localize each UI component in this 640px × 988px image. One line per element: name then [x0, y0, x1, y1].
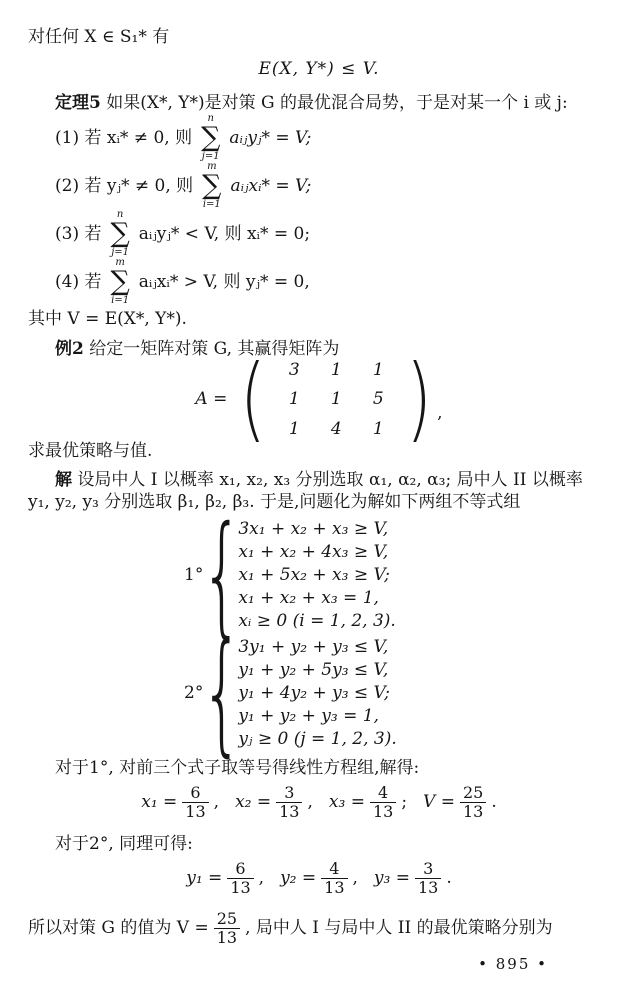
- theorem-item-2: [28, 162, 610, 210]
- y-solution-line: [28, 855, 610, 901]
- x1-result: [141, 784, 219, 821]
- system-row: x₁ + x₂ + 4x₃ ≥ V,: [238, 541, 389, 562]
- sum-lower-bound: j=1: [111, 247, 130, 259]
- theorem-item-3-post: aᵢⱼyⱼ* < V, 则 xᵢ* = 0;: [138, 224, 311, 245]
- fraction: [214, 910, 240, 947]
- matrix-cell: 1: [330, 389, 342, 410]
- separator: ,: [352, 868, 358, 889]
- conclusion-line: [28, 905, 610, 951]
- system-row: y₁ + y₂ + y₃ = 1,: [238, 706, 379, 727]
- inequality-system-1: 1° { 3x₁ + x₂ + x₃ ≥ V, x₁ + x₂ + 4x₃ ≥ V, x₁ + 5x₂ + x₃ ≥ V; x₁ + x₂ + x₃ = 1, xᵢ ≥ 0 (i = 1, 2, 3).: [184, 497, 396, 652]
- matrix-cell: 3: [288, 360, 300, 381]
- system-1-label: 1°: [184, 564, 204, 585]
- system-1-rows: [238, 519, 396, 631]
- x-solution-line: [28, 779, 610, 825]
- theorem-item-4: [28, 258, 610, 306]
- v-result: [423, 784, 497, 821]
- payoff-matrix-block: A = ( 3 1 1 1 1 5 1 4 1 ) ,: [195, 345, 443, 453]
- fraction-denominator: 13: [182, 802, 208, 821]
- fraction-denominator: 13: [415, 878, 441, 897]
- system-row: xᵢ ≥ 0 (i = 1, 2, 3).: [238, 610, 396, 631]
- fraction: [370, 784, 396, 821]
- separator: ,: [213, 792, 220, 813]
- separator: ;: [401, 792, 408, 813]
- fraction-numerator: 6: [235, 859, 246, 878]
- fraction-denominator: 13: [214, 928, 240, 947]
- sum-upper-bound: n: [116, 209, 124, 221]
- inequality-system-2: 2° { 3y₁ + y₂ + y₃ ≤ V, y₁ + y₂ + 5y₃ ≤ V, y₁ + 4y₂ + y₃ ≤ V; y₁ + y₂ + y₃ = 1, yⱼ ≥ 0 (j = 1, 2, 3).: [184, 616, 397, 771]
- fraction-denominator: 13: [276, 802, 302, 821]
- theorem-item-1-pre: (1) 若 xᵢ* ≠ 0, 则: [55, 128, 193, 149]
- conclusion-pre: 所以对策 G 的值为 V =: [28, 918, 209, 939]
- theorem-label: 定理5: [55, 93, 101, 114]
- forall-line: 对任何 X ∈ S₁* 有: [28, 27, 170, 47]
- summation-symbol: [202, 162, 221, 210]
- for-system-1-line: 对于1°, 对前三个式子取等号得线性方程组,解得:: [55, 758, 420, 779]
- fraction: [227, 860, 253, 897]
- conclusion-post: , 局中人 I 与局中人 II 的最优策略分别为: [245, 918, 553, 939]
- sum-lower-bound: j=1: [201, 151, 220, 163]
- sigma-glyph: ∑: [202, 170, 222, 202]
- theorem-item-4-post: aᵢⱼxᵢ* > V, 则 yⱼ* = 0,: [138, 272, 310, 293]
- theorem-statement-line: [28, 92, 610, 114]
- solution-setup-line-2: y₁, y₂, y₃ 分别选取 β₁, β₂, β₃. 于是,问题化为解如下两组不等式组: [28, 491, 521, 512]
- sigma-glyph: ∑: [110, 218, 130, 250]
- x3-result: [329, 784, 407, 821]
- system-row: x₁ + x₂ + x₃ = 1,: [238, 587, 379, 608]
- page-number: • 895 •: [478, 955, 548, 974]
- example-statement: 给定一矩阵对策 G, 其赢得矩阵为: [89, 339, 340, 360]
- system-row: 3y₁ + y₂ + y₃ ≤ V,: [238, 636, 389, 657]
- theorem-item-3-pre: (3) 若: [55, 224, 102, 245]
- matrix-lhs: A =: [195, 389, 228, 410]
- system-row: yⱼ ≥ 0 (j = 1, 2, 3).: [238, 729, 397, 750]
- result-lhs: x₃ =: [328, 792, 365, 813]
- theorem-item-2-pre: (2) 若 yⱼ* ≠ 0, 则: [55, 176, 194, 197]
- ask-line: 求最优策略与值.: [28, 441, 153, 462]
- fraction: [415, 860, 441, 897]
- theorem-item-3: [28, 210, 610, 258]
- separator: ,: [258, 868, 265, 889]
- matrix-cell: 1: [372, 418, 384, 439]
- theorem-item-2-post: aᵢⱼxᵢ* = V;: [230, 176, 312, 197]
- result-lhs: y₁ =: [186, 868, 223, 889]
- sum-lower-bound: i=1: [111, 295, 130, 307]
- separator: .: [446, 868, 452, 889]
- solution-label: 解: [55, 469, 72, 490]
- system-row: y₁ + 4y₂ + y₃ ≤ V;: [238, 683, 390, 704]
- expectation-inequality: E(X, Y*) ≤ V.: [258, 59, 380, 80]
- theorem-item-1: [28, 114, 610, 162]
- matrix-cell: 1: [372, 360, 384, 381]
- sum-upper-bound: m: [207, 161, 217, 173]
- fraction-numerator: 25: [462, 782, 484, 802]
- solution-setup-text-1: 设局中人 I 以概率 x₁, x₂, x₃ 分别选取 α₁, α₂, α₃; 局中人 II 以概率: [77, 469, 583, 490]
- fraction-numerator: 6: [190, 782, 201, 802]
- fraction-numerator: 25: [216, 909, 238, 928]
- system-row: 3x₁ + x₂ + x₃ ≥ V,: [238, 518, 389, 539]
- fraction-numerator: 3: [284, 782, 295, 802]
- matrix-cell: 1: [288, 418, 300, 439]
- fraction: [321, 860, 347, 897]
- theorem-statement: 如果(X*, Y*)是对策 G 的最优混合局势，于是对某一个 i 或 j:: [106, 93, 568, 114]
- sigma-glyph: ∑: [110, 266, 130, 298]
- matrix-cell: 5: [372, 389, 384, 410]
- fraction-numerator: 4: [378, 782, 389, 802]
- example-label: 例2: [55, 339, 84, 360]
- result-lhs: V =: [423, 792, 455, 813]
- sum-lower-bound: i=1: [202, 199, 221, 211]
- fraction-numerator: 4: [329, 859, 340, 878]
- for-system-2-line: 对于2°, 同理可得:: [55, 834, 193, 855]
- theorem-item-1-post: aᵢⱼyⱼ* = V;: [229, 128, 312, 149]
- sigma-glyph: ∑: [201, 122, 221, 154]
- result-lhs: x₁ =: [141, 792, 178, 813]
- y1-result: [186, 860, 264, 897]
- sum-upper-bound: m: [115, 257, 125, 269]
- fraction-denominator: 13: [321, 878, 347, 897]
- system-2-label: 2°: [184, 683, 204, 704]
- theorem-item-4-pre: (4) 若: [55, 272, 102, 293]
- example-statement-line: [28, 338, 610, 360]
- where-line: 其中 V = E(X*, Y*).: [28, 309, 187, 330]
- y2-result: [280, 860, 358, 897]
- system-row: y₁ + y₂ + 5y₃ ≤ V,: [238, 660, 389, 681]
- fraction: [460, 784, 486, 821]
- result-lhs: x₂ =: [235, 792, 272, 813]
- solution-setup-line-1: [28, 469, 610, 491]
- summation-symbol: [201, 114, 220, 162]
- x2-result: [235, 784, 313, 821]
- fraction-denominator: 13: [370, 802, 396, 821]
- fraction: [276, 784, 302, 821]
- fraction-denominator: 13: [460, 802, 486, 821]
- system-2-rows: [238, 637, 396, 749]
- matrix-comma: ,: [437, 403, 443, 424]
- y3-result: [374, 860, 452, 897]
- summation-symbol: [110, 258, 129, 306]
- payoff-matrix: [273, 359, 399, 439]
- fraction: [182, 784, 208, 821]
- matrix-cell: 1: [330, 360, 342, 381]
- system-row: x₁ + 5x₂ + x₃ ≥ V;: [238, 564, 390, 585]
- summation-symbol: [110, 210, 129, 258]
- matrix-cell: 4: [330, 418, 342, 439]
- separator: .: [491, 792, 497, 813]
- result-lhs: y₂ =: [280, 868, 317, 889]
- sum-upper-bound: n: [207, 113, 214, 125]
- matrix-cell: 1: [288, 389, 300, 410]
- fraction-numerator: 3: [423, 859, 434, 878]
- fraction-denominator: 13: [227, 878, 253, 897]
- separator: ,: [307, 792, 313, 813]
- result-lhs: y₃ =: [373, 868, 410, 889]
